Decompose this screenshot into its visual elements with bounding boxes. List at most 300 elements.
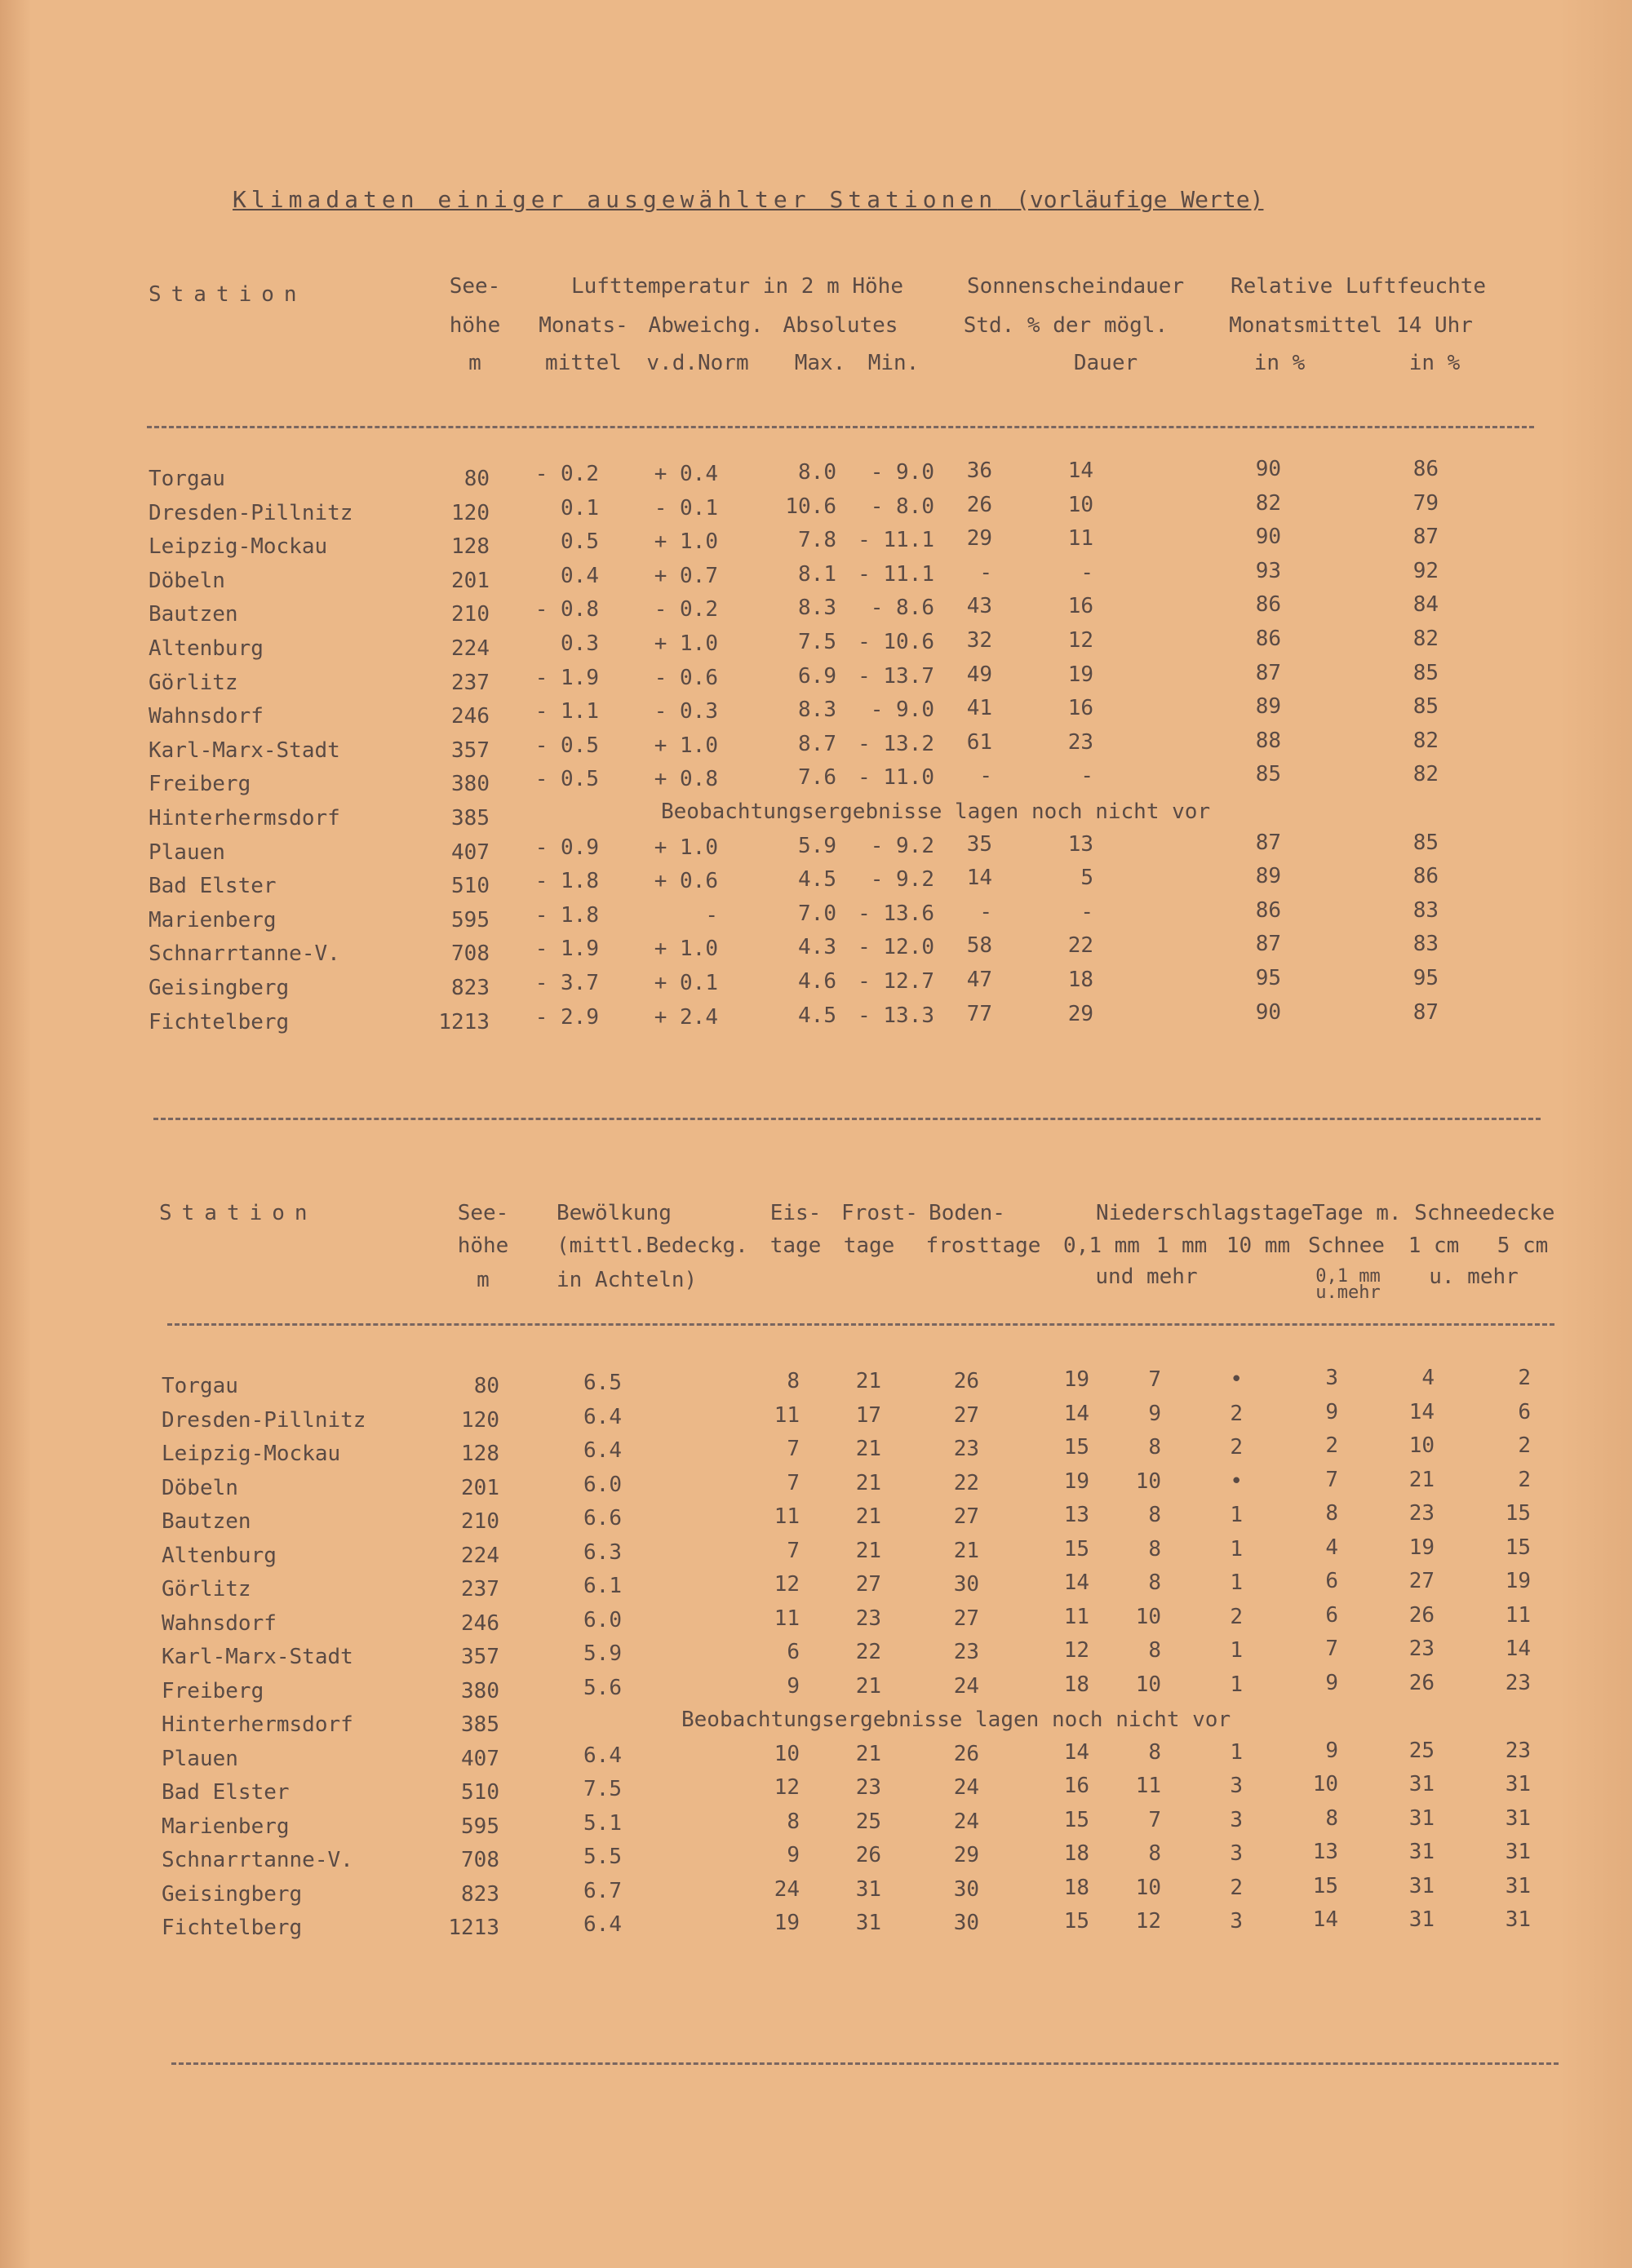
t2-n01-cell: 19 bbox=[1063, 1367, 1089, 1392]
t1-mittel-cell: - 0.8 bbox=[534, 597, 599, 622]
t2-n1-cell: 8 bbox=[1148, 1503, 1161, 1527]
t2-boden-cell: 30 bbox=[953, 1876, 979, 1902]
t1-mittel-cell: 0.3 bbox=[561, 631, 599, 656]
t1-station-cell: Marienberg bbox=[149, 907, 277, 932]
t2-n10-cell: 3 bbox=[1230, 1841, 1243, 1866]
t2-bew-cell: 6.5 bbox=[583, 1371, 622, 1395]
t1-min-cell: - 13.6 bbox=[858, 901, 934, 926]
table2-header-rule bbox=[167, 1323, 1554, 1326]
t2-cm5-cell: 31 bbox=[1505, 1907, 1531, 1932]
t2-n01-cell: 14 bbox=[1063, 1739, 1089, 1765]
t2-station-cell: Bad Elster bbox=[162, 1780, 290, 1805]
t1-min-cell: - 9.2 bbox=[870, 867, 934, 893]
t1-abw-cell: + 1.0 bbox=[654, 529, 718, 555]
t2-eis-cell: 10 bbox=[774, 1741, 800, 1766]
t1-mittel-cell: 0.4 bbox=[561, 563, 599, 588]
t2-n01-cell: 15 bbox=[1063, 1435, 1089, 1460]
t1-abw-cell: - bbox=[705, 902, 718, 928]
t1-h-pct: % der mögl. bbox=[1027, 313, 1169, 338]
t2-n1-cell: 10 bbox=[1135, 1875, 1161, 1900]
t2-eis-cell: 9 bbox=[787, 1673, 800, 1699]
t1-abw-cell: + 1.0 bbox=[654, 835, 718, 860]
t2-schnee-cell: 8 bbox=[1325, 1805, 1338, 1831]
t1-max-cell: 8.1 bbox=[798, 561, 836, 587]
t2-n10-cell: 1 bbox=[1230, 1739, 1243, 1765]
t2-schnee-cell: 6 bbox=[1325, 1602, 1338, 1628]
t2-hoehe-cell: 237 bbox=[461, 1577, 499, 1601]
t2-station-cell: Dresden-Pillnitz bbox=[162, 1407, 366, 1433]
t2-hoehe-cell: 380 bbox=[461, 1678, 499, 1703]
t1-mittel-cell: - 1.8 bbox=[534, 902, 599, 928]
t2-h-undmehr: und mehr bbox=[1095, 1265, 1198, 1289]
t1-station-cell: Torgau bbox=[149, 467, 225, 491]
t1-pct-cell: 18 bbox=[1067, 968, 1093, 992]
t1-min-cell: - 11.1 bbox=[858, 528, 934, 553]
t2-station-cell: Döbeln bbox=[162, 1475, 238, 1500]
t2-h-boden2: frosttage bbox=[925, 1234, 1041, 1258]
t2-n01-cell: 11 bbox=[1063, 1604, 1089, 1629]
t2-n10-cell: 3 bbox=[1230, 1909, 1243, 1934]
t1-station-cell: Görlitz bbox=[149, 670, 238, 695]
t1-max-cell: 10.6 bbox=[785, 494, 836, 519]
t2-bew-cell: 6.0 bbox=[583, 1607, 622, 1632]
t2-cm1-cell: 10 bbox=[1408, 1433, 1435, 1458]
page-edge-right bbox=[1559, 0, 1632, 2268]
t1-min-cell: - 8.0 bbox=[870, 494, 934, 519]
t2-n01-cell: 18 bbox=[1063, 1841, 1089, 1866]
t2-cm5-cell: 6 bbox=[1518, 1399, 1531, 1424]
t2-hoehe-cell: 201 bbox=[461, 1475, 499, 1500]
t1-max-cell: 4.5 bbox=[798, 867, 836, 893]
t2-hoehe-cell: 407 bbox=[461, 1746, 499, 1771]
t2-n1-cell: 12 bbox=[1135, 1909, 1161, 1934]
t1-rel14-cell: 95 bbox=[1412, 966, 1439, 990]
t2-n01-cell: 15 bbox=[1063, 1807, 1089, 1832]
t2-n1-cell: 8 bbox=[1148, 1739, 1161, 1765]
t1-station-cell: Leipzig-Mockau bbox=[149, 534, 328, 560]
t2-n10-cell: 1 bbox=[1230, 1672, 1243, 1697]
t1-abw-cell: + 0.7 bbox=[654, 563, 718, 588]
t1-std-cell: 35 bbox=[966, 831, 992, 857]
t1-abw-cell: + 1.0 bbox=[654, 631, 718, 656]
t2-station-cell: Wahnsdorf bbox=[162, 1610, 277, 1636]
t1-rel14-cell: 85 bbox=[1412, 660, 1439, 685]
section-divider bbox=[153, 1118, 1541, 1120]
t2-hoehe-cell: 595 bbox=[461, 1814, 499, 1839]
t2-station-cell: Karl-Marx-Stadt bbox=[162, 1645, 353, 1669]
t1-rel14-cell: 92 bbox=[1412, 558, 1439, 583]
t1-min-cell: - 13.7 bbox=[858, 663, 934, 689]
t2-cm1-cell: 31 bbox=[1408, 1840, 1435, 1864]
t1-pct-cell: 22 bbox=[1067, 933, 1093, 959]
t1-h-abweichg: Abweichg. bbox=[648, 313, 764, 338]
t2-cm1-cell: 23 bbox=[1408, 1501, 1435, 1526]
t1-mittel-cell: - 1.9 bbox=[534, 937, 599, 962]
t2-bew-cell: 5.6 bbox=[583, 1675, 622, 1700]
t1-max-cell: 4.5 bbox=[798, 1003, 836, 1028]
t1-abw-cell: + 0.6 bbox=[654, 869, 718, 894]
t2-schnee-cell: 10 bbox=[1312, 1772, 1338, 1796]
t1-std-cell: 29 bbox=[966, 526, 992, 551]
t2-n1-cell: 7 bbox=[1148, 1807, 1161, 1832]
t1-relmm-cell: 87 bbox=[1255, 660, 1281, 685]
t2-h-schnee: Schnee bbox=[1308, 1234, 1385, 1258]
t1-abw-cell: - 0.2 bbox=[654, 597, 718, 622]
t1-h-mittel: mittel bbox=[545, 351, 622, 375]
t2-bew-cell: 6.3 bbox=[583, 1539, 622, 1565]
t2-cm5-cell: 2 bbox=[1518, 1433, 1531, 1458]
t2-eis-cell: 7 bbox=[787, 1437, 800, 1461]
t2-n1-cell: 9 bbox=[1148, 1401, 1161, 1426]
t2-boden-cell: 24 bbox=[953, 1673, 979, 1699]
t2-frost-cell: 21 bbox=[855, 1538, 881, 1563]
t1-abw-cell: + 0.4 bbox=[654, 462, 718, 486]
t1-min-cell: - 9.0 bbox=[870, 460, 934, 485]
t2-hoehe-cell: 128 bbox=[461, 1442, 499, 1466]
t2-h-tage-m: Tage m. Schneedecke bbox=[1312, 1201, 1555, 1225]
t1-relmm-cell: 86 bbox=[1255, 897, 1281, 923]
t2-cm5-cell: 31 bbox=[1505, 1873, 1531, 1898]
t2-bew-cell: 6.4 bbox=[583, 1743, 622, 1768]
t1-hoehe-cell: 210 bbox=[451, 602, 490, 627]
t2-frost-cell: 17 bbox=[855, 1402, 881, 1428]
t1-std-cell: 43 bbox=[966, 594, 992, 619]
t2-station-cell: Torgau bbox=[162, 1374, 238, 1398]
t2-h-s01b: u.mehr bbox=[1315, 1282, 1381, 1303]
t2-cm1-cell: 31 bbox=[1408, 1772, 1435, 1796]
t1-rel14-cell: 84 bbox=[1412, 592, 1439, 618]
t2-hoehe-cell: 385 bbox=[461, 1712, 499, 1737]
t1-std-cell: 41 bbox=[966, 696, 992, 721]
t2-h-eis2: tage bbox=[769, 1234, 822, 1258]
t2-n10-cell: 3 bbox=[1230, 1807, 1243, 1832]
t2-n1-cell: 8 bbox=[1148, 1841, 1161, 1866]
t2-n10-cell: 2 bbox=[1230, 1875, 1243, 1900]
t2-n01-cell: 13 bbox=[1063, 1503, 1089, 1527]
t2-frost-cell: 23 bbox=[855, 1606, 881, 1631]
t1-mittel-cell: 0.5 bbox=[561, 529, 599, 555]
t1-max-cell: 8.3 bbox=[798, 596, 836, 621]
t1-relmm-cell: 95 bbox=[1255, 966, 1281, 990]
t2-eis-cell: 8 bbox=[787, 1809, 800, 1834]
t2-eis-cell: 19 bbox=[774, 1911, 800, 1935]
t1-h-min: Min. bbox=[867, 351, 920, 375]
t1-hoehe-cell: 357 bbox=[451, 738, 490, 763]
t1-h-hoehe: höhe bbox=[449, 313, 501, 338]
t2-h-umehr: u. mehr bbox=[1429, 1265, 1519, 1289]
t2-h-1cm: 1 cm bbox=[1408, 1234, 1460, 1258]
bottom-rule bbox=[171, 2062, 1559, 2065]
t2-cm1-cell: 27 bbox=[1408, 1569, 1435, 1593]
t1-hoehe-cell: 128 bbox=[451, 534, 490, 560]
t2-boden-cell: 26 bbox=[953, 1369, 979, 1393]
t2-n10-cell: 1 bbox=[1230, 1503, 1243, 1527]
t1-pct-cell: 11 bbox=[1067, 526, 1093, 551]
t2-n10-cell: 3 bbox=[1230, 1774, 1243, 1798]
t1-pct-cell: - bbox=[1080, 560, 1093, 585]
t1-abw-cell: + 0.8 bbox=[654, 767, 718, 792]
t1-h-station: Station bbox=[149, 282, 307, 307]
t2-cm5-cell: 2 bbox=[1518, 1467, 1531, 1492]
t2-cm1-cell: 19 bbox=[1408, 1535, 1435, 1560]
t1-pct-cell: 23 bbox=[1067, 729, 1093, 755]
t1-h-monats: Monats- bbox=[539, 313, 628, 338]
t1-pct-cell: 13 bbox=[1067, 831, 1093, 857]
t2-schnee-cell: 13 bbox=[1312, 1840, 1338, 1864]
t2-n1-cell: 8 bbox=[1148, 1638, 1161, 1663]
t1-pct-cell: 14 bbox=[1067, 458, 1093, 483]
t2-frost-cell: 21 bbox=[855, 1673, 881, 1699]
t2-station-cell: Marienberg bbox=[162, 1814, 290, 1839]
t2-n01-cell: 16 bbox=[1063, 1774, 1089, 1798]
t1-hoehe-cell: 201 bbox=[451, 568, 490, 593]
t1-hoehe-cell: 380 bbox=[451, 772, 490, 797]
t2-h-nieder: Niederschlagstage bbox=[1096, 1201, 1314, 1225]
t2-n01-cell: 18 bbox=[1063, 1875, 1089, 1900]
t1-rel14-cell: 87 bbox=[1412, 525, 1439, 550]
t1-rel14-cell: 87 bbox=[1412, 999, 1439, 1025]
t1-station-cell: Bautzen bbox=[149, 602, 238, 627]
t1-relmm-cell: 87 bbox=[1255, 830, 1281, 855]
t2-h-n1: 1 mm bbox=[1155, 1234, 1208, 1258]
t1-min-cell: - 12.0 bbox=[858, 935, 934, 960]
t2-boden-cell: 27 bbox=[953, 1402, 979, 1428]
t1-abw-cell: + 1.0 bbox=[654, 733, 718, 758]
t1-h-std: Std. bbox=[963, 313, 1015, 338]
t2-bew-cell: 6.4 bbox=[583, 1404, 622, 1429]
t2-hoehe-cell: 120 bbox=[461, 1407, 499, 1433]
t2-schnee-cell: 2 bbox=[1325, 1433, 1338, 1458]
t2-bew-cell: 6.4 bbox=[583, 1438, 622, 1463]
t2-cm5-cell: 31 bbox=[1505, 1805, 1531, 1831]
t1-rel14-cell: 82 bbox=[1412, 762, 1439, 787]
t2-frost-cell: 22 bbox=[855, 1640, 881, 1664]
t2-cm1-cell: 25 bbox=[1408, 1738, 1435, 1763]
t1-relmm-cell: 87 bbox=[1255, 932, 1281, 957]
t2-eis-cell: 7 bbox=[787, 1538, 800, 1563]
t1-hoehe-cell: 80 bbox=[463, 467, 490, 491]
t1-mittel-cell: - 3.7 bbox=[534, 971, 599, 995]
t2-eis-cell: 24 bbox=[774, 1876, 800, 1902]
t2-n1-cell: 10 bbox=[1135, 1468, 1161, 1494]
t1-pct-cell: - bbox=[1080, 764, 1093, 789]
t2-schnee-cell: 9 bbox=[1325, 1738, 1338, 1763]
t1-max-cell: 8.0 bbox=[798, 460, 836, 485]
t1-std-cell: - bbox=[979, 764, 992, 789]
t1-mittel-cell: - 0.9 bbox=[534, 835, 599, 860]
t2-boden-cell: 21 bbox=[953, 1538, 979, 1563]
t2-frost-cell: 31 bbox=[855, 1911, 881, 1935]
t1-min-cell: - 13.2 bbox=[858, 731, 934, 756]
t1-h-vdnorm: v.d.Norm bbox=[646, 351, 749, 375]
t1-hoehe-cell: 385 bbox=[451, 806, 490, 831]
t1-min-cell: - 9.2 bbox=[870, 833, 934, 858]
t1-mittel-cell: - 2.9 bbox=[534, 1004, 599, 1030]
t1-max-cell: 7.8 bbox=[798, 528, 836, 553]
t1-max-cell: 6.9 bbox=[798, 663, 836, 689]
t2-station-cell: Altenburg bbox=[162, 1543, 277, 1568]
t1-relmm-cell: 90 bbox=[1255, 457, 1281, 481]
t2-eis-cell: 7 bbox=[787, 1470, 800, 1495]
t2-bew-cell: 6.1 bbox=[583, 1574, 622, 1598]
t2-hoehe-cell: 224 bbox=[461, 1543, 499, 1568]
t1-relmm-cell: 85 bbox=[1255, 762, 1281, 787]
title-text: Klimadaten einiger ausgewählter Stationen bbox=[233, 186, 998, 213]
t1-min-cell: - 9.0 bbox=[870, 698, 934, 723]
t1-relmm-cell: 86 bbox=[1255, 592, 1281, 618]
t1-h-absolutes: Absolutes bbox=[783, 313, 898, 338]
t1-mittel-cell: - 0.5 bbox=[534, 733, 599, 758]
t1-min-cell: - 11.0 bbox=[858, 765, 934, 791]
t1-min-cell: - 12.7 bbox=[858, 969, 934, 994]
t2-frost-cell: 21 bbox=[855, 1437, 881, 1461]
t2-boden-cell: 22 bbox=[953, 1470, 979, 1495]
t2-bew-cell: 7.5 bbox=[583, 1777, 622, 1801]
t2-schnee-cell: 15 bbox=[1312, 1873, 1338, 1898]
t1-h-relfeuchte: Relative Luftfeuchte bbox=[1231, 274, 1487, 299]
t2-cm5-cell: 19 bbox=[1505, 1569, 1531, 1593]
t1-abw-cell: - 0.6 bbox=[654, 665, 718, 690]
t2-schnee-cell: 9 bbox=[1325, 1670, 1338, 1695]
t2-h-s01a: 0,1 mm bbox=[1315, 1266, 1381, 1287]
t2-h-bew1: Bewölkung bbox=[557, 1201, 672, 1225]
t2-h-frost1: Frost- bbox=[841, 1201, 918, 1225]
t2-n1-cell: 8 bbox=[1148, 1435, 1161, 1460]
t1-pct-cell: 12 bbox=[1067, 628, 1093, 653]
t2-station-cell: Hinterhermsdorf bbox=[162, 1712, 353, 1737]
t2-hoehe-cell: 357 bbox=[461, 1645, 499, 1669]
t2-h-5cm: 5 cm bbox=[1497, 1234, 1549, 1258]
t2-station-cell: Freiberg bbox=[162, 1678, 264, 1703]
t2-frost-cell: 21 bbox=[855, 1369, 881, 1393]
t1-mittel-cell: 0.1 bbox=[561, 495, 599, 520]
t1-max-cell: 4.3 bbox=[798, 935, 836, 960]
t1-std-cell: 36 bbox=[966, 458, 992, 483]
t2-n10-cell: • bbox=[1230, 1367, 1243, 1392]
t2-hoehe-cell: 510 bbox=[461, 1780, 499, 1805]
t2-bew-cell: 5.9 bbox=[583, 1641, 622, 1666]
page-title bbox=[233, 186, 1263, 213]
t2-n10-cell: 1 bbox=[1230, 1570, 1243, 1595]
t2-schnee-cell: 6 bbox=[1325, 1569, 1338, 1593]
title-note: (vorläufige Werte) bbox=[1016, 186, 1264, 213]
t2-n1-cell: 8 bbox=[1148, 1570, 1161, 1595]
t2-h-see: See- bbox=[457, 1201, 509, 1225]
t2-n10-cell: • bbox=[1230, 1468, 1243, 1494]
t2-n01-cell: 15 bbox=[1063, 1536, 1089, 1561]
t2-h-n10: 10 mm bbox=[1226, 1234, 1291, 1258]
t2-bew-cell: 6.4 bbox=[583, 1912, 622, 1937]
t1-relmm-cell: 82 bbox=[1255, 490, 1281, 516]
t2-bew-cell: 6.7 bbox=[583, 1878, 622, 1903]
t2-n10-cell: 2 bbox=[1230, 1401, 1243, 1426]
t2-cm5-cell: 31 bbox=[1505, 1840, 1531, 1864]
t1-h-lufttemp: Lufttemperatur in 2 m Höhe bbox=[571, 274, 903, 299]
t2-hoehe-cell: 1213 bbox=[448, 1916, 499, 1940]
t1-std-cell: - bbox=[979, 560, 992, 585]
t1-max-cell: 8.7 bbox=[798, 731, 836, 756]
t2-cm5-cell: 15 bbox=[1505, 1501, 1531, 1526]
t2-eis-cell: 9 bbox=[787, 1843, 800, 1867]
t2-bew-cell: 5.5 bbox=[583, 1845, 622, 1869]
t2-boden-cell: 24 bbox=[953, 1775, 979, 1800]
t2-station-cell: Plauen bbox=[162, 1746, 238, 1771]
t1-max-cell: 4.6 bbox=[798, 969, 836, 994]
t2-cm1-cell: 23 bbox=[1408, 1637, 1435, 1661]
t1-mittel-cell: - 1.8 bbox=[534, 869, 599, 894]
table1-header-rule bbox=[147, 426, 1534, 428]
t1-station-cell: Karl-Marx-Stadt bbox=[149, 738, 340, 763]
t2-frost-cell: 27 bbox=[855, 1572, 881, 1597]
t2-hoehe-cell: 708 bbox=[461, 1848, 499, 1872]
t2-boden-cell: 30 bbox=[953, 1911, 979, 1935]
t2-cm5-cell: 23 bbox=[1505, 1670, 1531, 1695]
t1-pct-cell: 16 bbox=[1067, 594, 1093, 619]
t2-station-cell: Geisingberg bbox=[162, 1881, 303, 1907]
t2-eis-cell: 11 bbox=[774, 1402, 800, 1428]
t1-std-cell: 61 bbox=[966, 729, 992, 755]
t2-schnee-cell: 14 bbox=[1312, 1907, 1338, 1932]
t1-mittel-cell: - 1.1 bbox=[534, 699, 599, 724]
t2-boden-cell: 27 bbox=[953, 1504, 979, 1529]
t1-rel14-cell: 83 bbox=[1412, 932, 1439, 957]
t2-h-n01: 0,1 mm bbox=[1063, 1234, 1140, 1258]
t1-hoehe-cell: 1213 bbox=[438, 1009, 490, 1034]
t1-hoehe-cell: 224 bbox=[451, 636, 490, 661]
t2-boden-cell: 29 bbox=[953, 1843, 979, 1867]
t1-h-inpct1: in % bbox=[1253, 351, 1306, 375]
t2-n1-cell: 11 bbox=[1135, 1774, 1161, 1798]
t1-hoehe-cell: 708 bbox=[451, 941, 490, 967]
t2-boden-cell: 23 bbox=[953, 1640, 979, 1664]
t2-boden-cell: 23 bbox=[953, 1437, 979, 1461]
t1-mittel-cell: - 0.5 bbox=[534, 767, 599, 792]
t2-eis-cell: 6 bbox=[787, 1640, 800, 1664]
t1-std-cell: 77 bbox=[966, 1001, 992, 1026]
t2-schnee-cell: 9 bbox=[1325, 1399, 1338, 1424]
t1-hoehe-cell: 510 bbox=[451, 874, 490, 899]
t1-std-cell: 14 bbox=[966, 866, 992, 891]
t2-boden-cell: 27 bbox=[953, 1606, 979, 1631]
t1-relmm-cell: 90 bbox=[1255, 525, 1281, 550]
t2-schnee-cell: 7 bbox=[1325, 1637, 1338, 1661]
t1-mittel-cell: - 0.2 bbox=[534, 462, 599, 486]
t1-rel14-cell: 79 bbox=[1412, 490, 1439, 516]
t2-cm5-cell: 2 bbox=[1518, 1366, 1531, 1390]
t1-rel14-cell: 86 bbox=[1412, 864, 1439, 889]
t2-h-boden1: Boden- bbox=[929, 1201, 1005, 1225]
t1-hoehe-cell: 595 bbox=[451, 907, 490, 932]
t2-schnee-cell: 7 bbox=[1325, 1467, 1338, 1492]
t1-max-cell: 7.5 bbox=[798, 630, 836, 654]
t1-max-cell: 5.9 bbox=[798, 833, 836, 858]
t1-std-cell: 47 bbox=[966, 968, 992, 992]
t2-h-bew2: (mittl.Bedeckg. bbox=[557, 1234, 748, 1258]
t1-h-sonnen: Sonnenscheindauer bbox=[967, 274, 1185, 299]
t2-n1-cell: 10 bbox=[1135, 1672, 1161, 1697]
t2-cm5-cell: 11 bbox=[1505, 1602, 1531, 1628]
t1-abw-cell: + 2.4 bbox=[654, 1004, 718, 1030]
t2-note-cell: Beobachtungsergebnisse lagen noch nicht vor bbox=[681, 1708, 1231, 1732]
t2-frost-cell: 21 bbox=[855, 1504, 881, 1529]
t1-h-14uhr: 14 Uhr bbox=[1396, 313, 1473, 338]
t1-min-cell: - 10.6 bbox=[858, 630, 934, 654]
t1-max-cell: 7.6 bbox=[798, 765, 836, 791]
t2-cm5-cell: 23 bbox=[1505, 1738, 1531, 1763]
t1-relmm-cell: 88 bbox=[1255, 728, 1281, 753]
t2-station-cell: Schnarrtanne-V. bbox=[162, 1848, 353, 1872]
t1-h-m: m bbox=[468, 351, 481, 375]
